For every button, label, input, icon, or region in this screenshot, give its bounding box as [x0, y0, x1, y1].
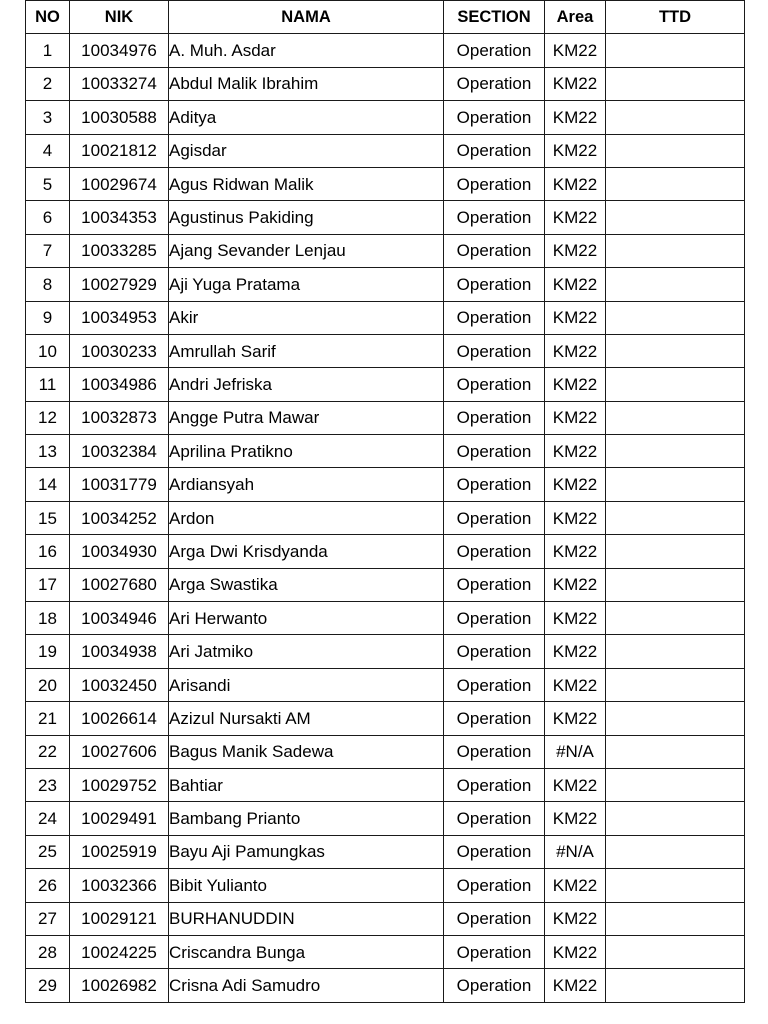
cell-nama: Agustinus Pakiding [169, 201, 444, 234]
cell-ttd-signature [606, 735, 745, 768]
table-row [26, 301, 745, 334]
cell-area: KM22 [545, 167, 606, 200]
cell-section: Operation [444, 435, 545, 468]
table-row [26, 368, 745, 401]
cell-area: KM22 [545, 401, 606, 434]
cell-area: KM22 [545, 535, 606, 568]
cell-area: KM22 [545, 234, 606, 267]
cell-nama: Criscandra Bunga [169, 935, 444, 968]
cell-area: #N/A [545, 835, 606, 868]
cell-nik: 10029674 [70, 167, 169, 200]
cell-section: Operation [444, 34, 545, 67]
header-no: NO [26, 1, 70, 34]
table-row [26, 835, 745, 868]
cell-ttd-signature [606, 268, 745, 301]
cell-nama: Bahtiar [169, 768, 444, 801]
cell-ttd-signature [606, 468, 745, 501]
cell-area: KM22 [545, 869, 606, 902]
cell-no: 29 [26, 969, 70, 1002]
cell-section: Operation [444, 935, 545, 968]
cell-area: KM22 [545, 935, 606, 968]
cell-section: Operation [444, 602, 545, 635]
cell-area: KM22 [545, 67, 606, 100]
cell-area: KM22 [545, 969, 606, 1002]
cell-area: KM22 [545, 635, 606, 668]
table-row [26, 268, 745, 301]
cell-nik: 10027606 [70, 735, 169, 768]
cell-no: 2 [26, 67, 70, 100]
cell-nama: Aditya [169, 101, 444, 134]
header-area: Area [545, 1, 606, 34]
header-nama: NAMA [169, 1, 444, 34]
cell-ttd-signature [606, 234, 745, 267]
cell-no: 24 [26, 802, 70, 835]
cell-section: Operation [444, 668, 545, 701]
table-row [26, 802, 745, 835]
cell-area: KM22 [545, 602, 606, 635]
cell-section: Operation [444, 268, 545, 301]
cell-area: KM22 [545, 802, 606, 835]
cell-nik: 10026982 [70, 969, 169, 1002]
cell-nik: 10029121 [70, 902, 169, 935]
cell-section: Operation [444, 334, 545, 367]
table-row [26, 468, 745, 501]
cell-nama: BURHANUDDIN [169, 902, 444, 935]
cell-area: KM22 [545, 368, 606, 401]
cell-nik: 10021812 [70, 134, 169, 167]
cell-no: 16 [26, 535, 70, 568]
cell-ttd-signature [606, 134, 745, 167]
cell-section: Operation [444, 835, 545, 868]
cell-no: 22 [26, 735, 70, 768]
cell-nama: Angge Putra Mawar [169, 401, 444, 434]
cell-no: 9 [26, 301, 70, 334]
cell-area: KM22 [545, 435, 606, 468]
cell-ttd-signature [606, 334, 745, 367]
cell-section: Operation [444, 902, 545, 935]
cell-ttd-signature [606, 501, 745, 534]
table-row [26, 435, 745, 468]
cell-section: Operation [444, 969, 545, 1002]
cell-section: Operation [444, 134, 545, 167]
cell-nama: Amrullah Sarif [169, 334, 444, 367]
cell-nik: 10032873 [70, 401, 169, 434]
cell-ttd-signature [606, 602, 745, 635]
cell-nik: 10034976 [70, 34, 169, 67]
cell-section: Operation [444, 535, 545, 568]
table-row [26, 535, 745, 568]
cell-no: 14 [26, 468, 70, 501]
cell-ttd-signature [606, 935, 745, 968]
cell-ttd-signature [606, 869, 745, 902]
table-row [26, 869, 745, 902]
table-row [26, 935, 745, 968]
cell-no: 8 [26, 268, 70, 301]
cell-section: Operation [444, 468, 545, 501]
cell-no: 28 [26, 935, 70, 968]
table-header [26, 1, 745, 34]
cell-section: Operation [444, 568, 545, 601]
cell-nik: 10029752 [70, 768, 169, 801]
cell-section: Operation [444, 735, 545, 768]
cell-section: Operation [444, 768, 545, 801]
cell-nik: 10030233 [70, 334, 169, 367]
cell-area: KM22 [545, 768, 606, 801]
cell-no: 1 [26, 34, 70, 67]
cell-area: KM22 [545, 101, 606, 134]
cell-nama: Bambang Prianto [169, 802, 444, 835]
cell-ttd-signature [606, 835, 745, 868]
cell-nik: 10034930 [70, 535, 169, 568]
table-row [26, 602, 745, 635]
cell-ttd-signature [606, 768, 745, 801]
cell-section: Operation [444, 101, 545, 134]
cell-nik: 10032384 [70, 435, 169, 468]
table-row [26, 635, 745, 668]
cell-no: 27 [26, 902, 70, 935]
cell-area: KM22 [545, 334, 606, 367]
cell-ttd-signature [606, 802, 745, 835]
cell-section: Operation [444, 501, 545, 534]
cell-area: KM22 [545, 268, 606, 301]
cell-nik: 10030588 [70, 101, 169, 134]
cell-section: Operation [444, 201, 545, 234]
cell-ttd-signature [606, 969, 745, 1002]
cell-area: KM22 [545, 501, 606, 534]
cell-nama: Ardon [169, 501, 444, 534]
cell-nik: 10026614 [70, 702, 169, 735]
cell-area: KM22 [545, 134, 606, 167]
cell-section: Operation [444, 301, 545, 334]
cell-ttd-signature [606, 34, 745, 67]
cell-no: 3 [26, 101, 70, 134]
table-row [26, 234, 745, 267]
cell-nik: 10034946 [70, 602, 169, 635]
cell-nama: Arisandi [169, 668, 444, 701]
cell-no: 11 [26, 368, 70, 401]
cell-nama: Ari Jatmiko [169, 635, 444, 668]
table-row [26, 34, 745, 67]
header-nik: NIK [70, 1, 169, 34]
cell-nama: Bayu Aji Pamungkas [169, 835, 444, 868]
cell-no: 25 [26, 835, 70, 868]
table-row [26, 668, 745, 701]
cell-ttd-signature [606, 635, 745, 668]
cell-nik: 10027929 [70, 268, 169, 301]
cell-section: Operation [444, 67, 545, 100]
table-row [26, 334, 745, 367]
cell-nik: 10032450 [70, 668, 169, 701]
cell-section: Operation [444, 702, 545, 735]
cell-ttd-signature [606, 101, 745, 134]
cell-nik: 10029491 [70, 802, 169, 835]
cell-nama: Andri Jefriska [169, 368, 444, 401]
table-row [26, 401, 745, 434]
cell-no: 6 [26, 201, 70, 234]
cell-ttd-signature [606, 167, 745, 200]
cell-no: 15 [26, 501, 70, 534]
cell-nik: 10032366 [70, 869, 169, 902]
cell-no: 20 [26, 668, 70, 701]
cell-ttd-signature [606, 368, 745, 401]
cell-nik: 10033285 [70, 234, 169, 267]
cell-nama: Aprilina Pratikno [169, 435, 444, 468]
cell-nama: Aji Yuga Pratama [169, 268, 444, 301]
cell-no: 18 [26, 602, 70, 635]
cell-nik: 10033274 [70, 67, 169, 100]
cell-area: KM22 [545, 301, 606, 334]
cell-nik: 10034252 [70, 501, 169, 534]
cell-nama: Akir [169, 301, 444, 334]
cell-ttd-signature [606, 668, 745, 701]
cell-area: KM22 [545, 568, 606, 601]
cell-ttd-signature [606, 201, 745, 234]
cell-nik: 10034953 [70, 301, 169, 334]
cell-nik: 10034938 [70, 635, 169, 668]
cell-ttd-signature [606, 67, 745, 100]
cell-nik: 10024225 [70, 935, 169, 968]
cell-nama: A. Muh. Asdar [169, 34, 444, 67]
cell-no: 7 [26, 234, 70, 267]
table-row [26, 201, 745, 234]
cell-section: Operation [444, 869, 545, 902]
cell-section: Operation [444, 401, 545, 434]
cell-no: 13 [26, 435, 70, 468]
header-ttd: TTD [606, 1, 745, 34]
table-body [26, 34, 745, 1002]
cell-ttd-signature [606, 702, 745, 735]
cell-ttd-signature [606, 902, 745, 935]
cell-section: Operation [444, 635, 545, 668]
cell-nama: Ardiansyah [169, 468, 444, 501]
header-section: SECTION [444, 1, 545, 34]
table-row [26, 167, 745, 200]
cell-nama: Azizul Nursakti AM [169, 702, 444, 735]
cell-no: 4 [26, 134, 70, 167]
cell-no: 5 [26, 167, 70, 200]
table-row [26, 134, 745, 167]
cell-nama: Ari Herwanto [169, 602, 444, 635]
cell-section: Operation [444, 167, 545, 200]
cell-no: 17 [26, 568, 70, 601]
cell-nama: Ajang Sevander Lenjau [169, 234, 444, 267]
table-row [26, 902, 745, 935]
cell-no: 19 [26, 635, 70, 668]
cell-nama: Arga Swastika [169, 568, 444, 601]
cell-nik: 10034986 [70, 368, 169, 401]
table-row [26, 969, 745, 1002]
cell-ttd-signature [606, 401, 745, 434]
cell-nama: Bibit Yulianto [169, 869, 444, 902]
cell-nama: Agus Ridwan Malik [169, 167, 444, 200]
cell-area: KM22 [545, 34, 606, 67]
cell-area: KM22 [545, 201, 606, 234]
cell-no: 12 [26, 401, 70, 434]
cell-area: #N/A [545, 735, 606, 768]
cell-nik: 10034353 [70, 201, 169, 234]
attendance-table [25, 0, 745, 1003]
cell-ttd-signature [606, 535, 745, 568]
cell-ttd-signature [606, 435, 745, 468]
cell-section: Operation [444, 368, 545, 401]
cell-nama: Crisna Adi Samudro [169, 969, 444, 1002]
cell-area: KM22 [545, 702, 606, 735]
cell-no: 23 [26, 768, 70, 801]
cell-area: KM22 [545, 668, 606, 701]
table-row [26, 101, 745, 134]
cell-ttd-signature [606, 301, 745, 334]
cell-nama: Agisdar [169, 134, 444, 167]
table-row [26, 568, 745, 601]
table-row [26, 768, 745, 801]
cell-no: 21 [26, 702, 70, 735]
cell-no: 10 [26, 334, 70, 367]
cell-nama: Abdul Malik Ibrahim [169, 67, 444, 100]
cell-nik: 10031779 [70, 468, 169, 501]
table-row [26, 67, 745, 100]
cell-nik: 10025919 [70, 835, 169, 868]
cell-nama: Arga Dwi Krisdyanda [169, 535, 444, 568]
cell-section: Operation [444, 234, 545, 267]
cell-section: Operation [444, 802, 545, 835]
cell-ttd-signature [606, 568, 745, 601]
header-row [26, 1, 745, 34]
table-row [26, 702, 745, 735]
cell-area: KM22 [545, 902, 606, 935]
table-row [26, 735, 745, 768]
cell-nama: Bagus Manik Sadewa [169, 735, 444, 768]
cell-nik: 10027680 [70, 568, 169, 601]
cell-area: KM22 [545, 468, 606, 501]
table-row [26, 501, 745, 534]
cell-no: 26 [26, 869, 70, 902]
